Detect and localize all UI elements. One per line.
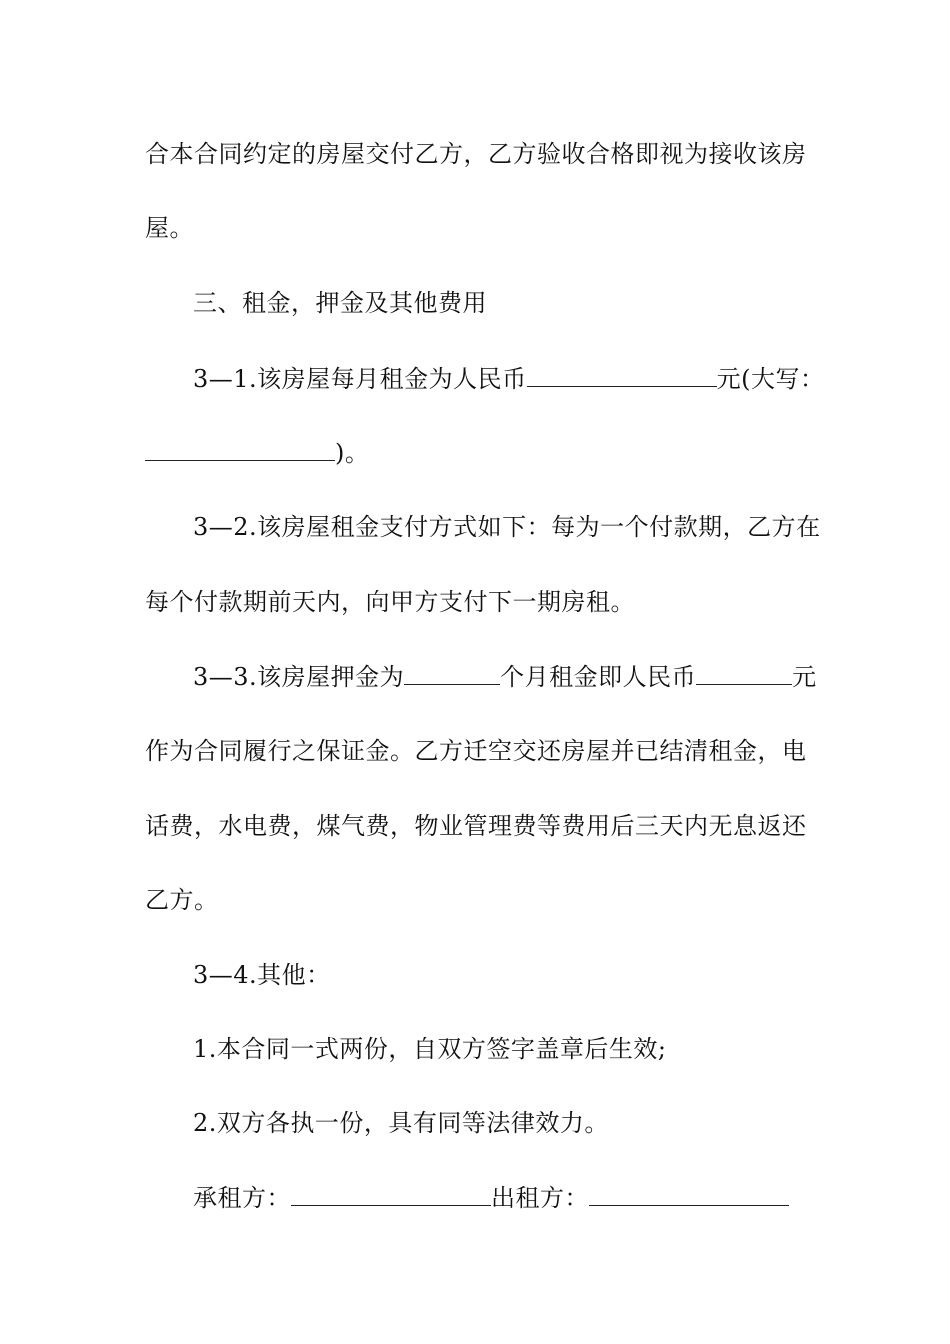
landlord-signature-blank[interactable] [589,1183,789,1206]
clause-3-4: 3—4.其他： [193,961,331,989]
clause-3-2: 3—2.该房屋租金支付方式如下：每为一个付款期，乙方在 [193,513,821,541]
signature-line [193,1181,858,1215]
clause-3-1-cont [145,436,810,470]
clause-3-3-cont: 作为合同履行之保证金。乙方迁空交还房屋并已结清租金，电 [145,737,807,765]
paragraph-line: 屋。 [145,214,194,242]
clause-3-3 [193,660,858,694]
clause-3-3-cont: 乙方。 [145,886,219,914]
clause-3-3-cont: 话费，水电费，煤气费，物业管理费等费用后三天内无息返还 [145,812,807,840]
clause-3-2-cont: 每个付款期前天内，向甲方支付下一期房租。 [145,588,635,616]
clause-text: 元(大写： [716,365,825,393]
clause-text: 个月租金即人民币 [500,663,697,691]
clause-3-1 [193,362,858,396]
list-item-2: 2.双方各执一份，具有同等法律效力。 [193,1109,609,1137]
tenant-label: 承租方： [193,1184,291,1212]
tenant-signature-blank[interactable] [291,1183,491,1206]
clause-text: 3—1.该房屋每月租金为人民币 [193,365,527,393]
clause-text: )。 [335,439,370,467]
landlord-label: 出租方： [491,1184,589,1212]
list-item-1: 1.本合同一式两份，自双方签字盖章后生效; [193,1035,667,1063]
section-heading: 三、租金，押金及其他费用 [193,289,487,317]
rent-amount-words-blank[interactable] [145,438,335,461]
paragraph-line: 合本合同约定的房屋交付乙方，乙方验收合格即视为接收该房 [145,140,807,168]
deposit-months-blank[interactable] [404,662,500,685]
clause-text: 元 [792,663,817,691]
deposit-amount-blank[interactable] [696,662,792,685]
rent-amount-blank[interactable] [527,364,717,387]
clause-text: 3—3.该房屋押金为 [193,663,405,691]
